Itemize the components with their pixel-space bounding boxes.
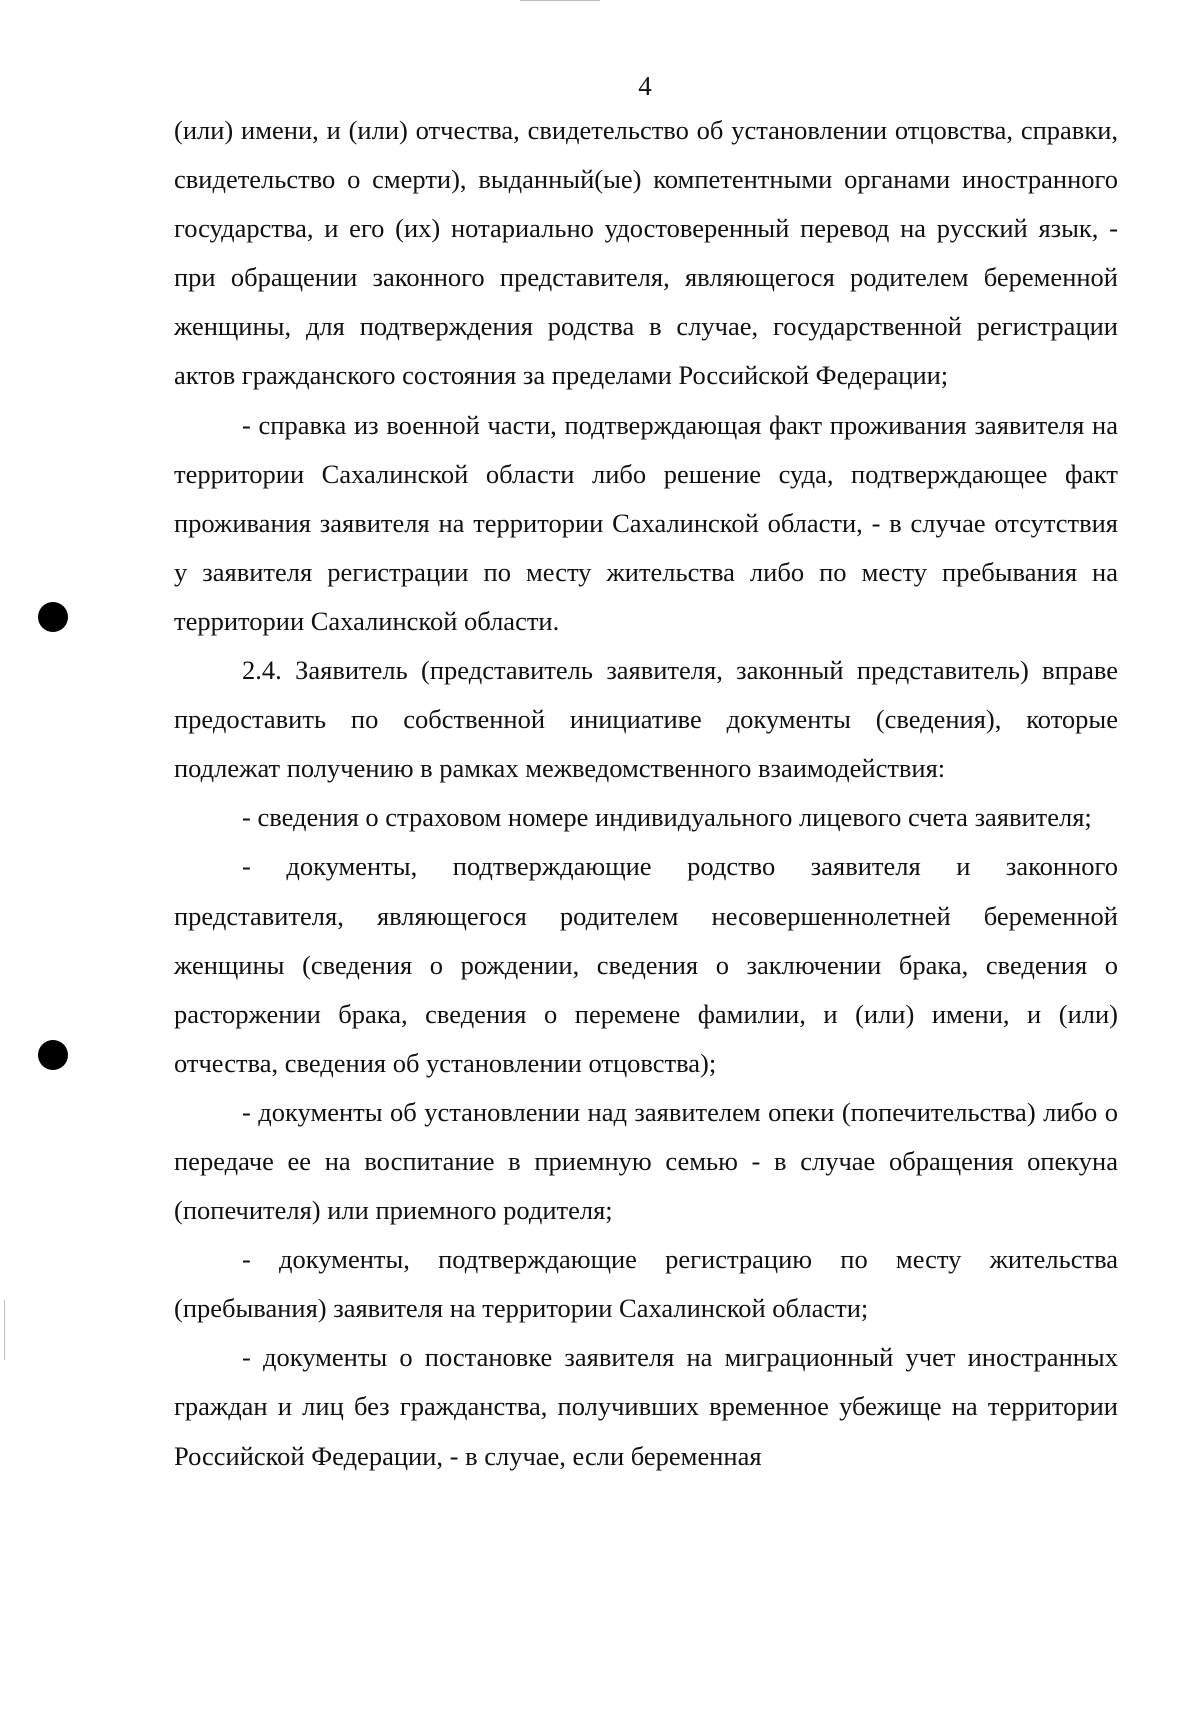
scan-artifact (520, 0, 600, 1)
paragraph-document-continuation: (или) имени, и (или) отчества, свидетельство об установлении отцовства, справки, свидетельство о смерти), выданный(ые) компетентными органами иностранного государства, и его (их) нотариально удостоверенный перевод на русский язык, - при обращении законного представителя, являющегося родителем беременной женщины, для подтверждения родства в случае, государственной регистрации актов гражданского состояния за пределами Российской Федерации; (174, 115, 1118, 391)
list-item-registration-documents: - документы, подтверждающие регистрацию по месту жительства (пребывания) заявителя на территории Сахалинской области; (174, 1244, 1118, 1324)
list-item-guardianship-documents: - документы об установлении над заявителем опеки (попечительства) либо о передаче ее на воспитание в приемную семью - в случае обращения опекуна (попечителя) или приемного родителя; (174, 1096, 1118, 1226)
page-number: 4 (638, 71, 652, 101)
scan-artifact (4, 1300, 5, 1360)
punch-hole (38, 602, 68, 632)
list-item-migration-documents: - документы о постановке заявителя на миграционный учет иностранных граждан и лиц без гражданства, получивших временное убежище на территории Российской Федерации, - в случае, если беременная (174, 1342, 1118, 1471)
list-item-insurance-number: - сведения о страховом номере индивидуального лицевого счета заявителя; (242, 802, 1092, 833)
paragraph-military-certificate: - справка из военной части, подтверждающая факт проживания заявителя на территории Сахалинской области либо решение суда, подтверждающее факт проживания заявителя на территории Сахалинской области, - в случае отсутствия у заявителя регистрации по месту жительства либо по месту пребывания на территории Сахалинской области. (174, 409, 1118, 636)
paragraph-section-2-4: 2.4. Заявитель (представитель заявителя, законный представитель) вправе предоставить по собственной инициативе документы (сведения), которые подлежат получению в рамках межведомственного взаимодействия: (174, 655, 1118, 784)
document-body (174, 106, 1118, 1481)
list-item-kinship-documents: - документы, подтверждающие родство заявителя и законного представителя, являющегося родителем несовершеннолетней беременной женщины (сведения о рождении, сведения о заключении брака, сведения о расторжении брака, сведения о перемене фамилии, и (или) имени, и (или) отчества, сведения об установлении отцовства); (174, 851, 1118, 1078)
punch-hole (38, 1040, 68, 1070)
